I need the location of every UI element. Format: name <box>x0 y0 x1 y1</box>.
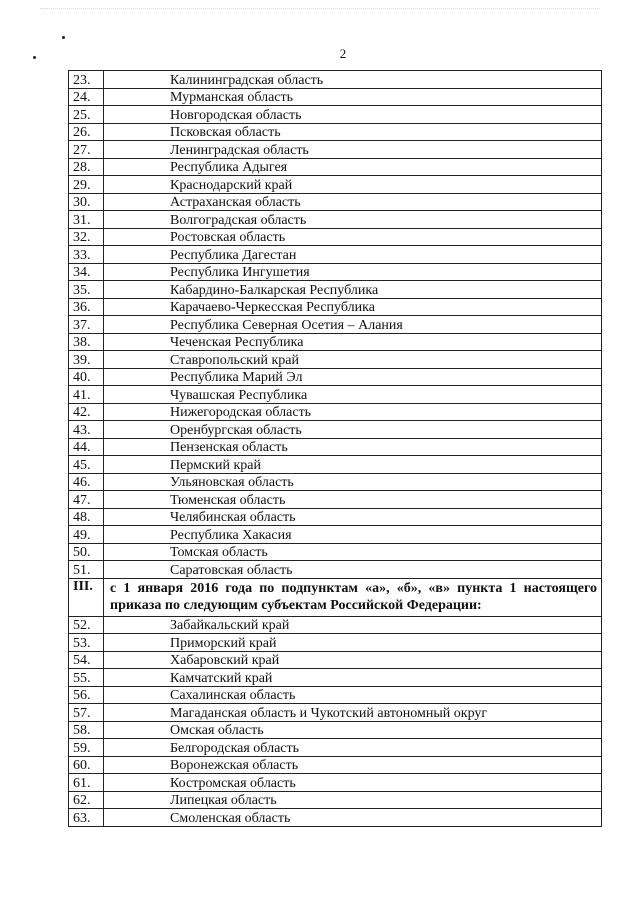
table-row <box>69 508 602 526</box>
table-row <box>69 739 602 757</box>
table-row <box>69 526 602 544</box>
regions-list-before <box>69 71 602 579</box>
region-name: Волгоградская область <box>104 211 602 229</box>
table-row <box>69 456 602 474</box>
row-number: 30. <box>69 193 104 211</box>
region-name: Республика Хакасия <box>104 526 602 544</box>
region-name: Ставропольский край <box>104 351 602 369</box>
table-row <box>69 123 602 141</box>
row-number: 56. <box>69 686 104 704</box>
region-name: Республика Дагестан <box>104 246 602 264</box>
scan-header-noise <box>40 8 600 15</box>
region-name: Чеченская Республика <box>104 333 602 351</box>
row-number: 48. <box>69 508 104 526</box>
row-number: 31. <box>69 211 104 229</box>
region-name: Пермский край <box>104 456 602 474</box>
region-name: Ульяновская область <box>104 473 602 491</box>
row-number: 34. <box>69 263 104 281</box>
table-row <box>69 421 602 439</box>
region-name: Камчатский край <box>104 669 602 687</box>
group-section <box>69 578 602 616</box>
row-number: 49. <box>69 526 104 544</box>
row-number: 58. <box>69 721 104 739</box>
page-number: 2 <box>339 46 347 61</box>
table-row <box>69 403 602 421</box>
table-row <box>69 368 602 386</box>
table-row <box>69 71 602 89</box>
row-number: 51. <box>69 561 104 579</box>
row-number: 46. <box>69 473 104 491</box>
region-name: Смоленская область <box>104 809 602 827</box>
row-number: 37. <box>69 316 104 334</box>
row-number: 45. <box>69 456 104 474</box>
region-name: Калининградская область <box>104 71 602 89</box>
row-number: 59. <box>69 739 104 757</box>
region-name: Кабардино-Балкарская Республика <box>104 281 602 299</box>
row-number: 53. <box>69 634 104 652</box>
region-name: Новгородская область <box>104 106 602 124</box>
region-name: Республика Адыгея <box>104 158 602 176</box>
row-number: 23. <box>69 71 104 89</box>
region-name: Тюменская область <box>104 491 602 509</box>
row-number: 57. <box>69 704 104 722</box>
table-row <box>69 721 602 739</box>
table-row <box>69 298 602 316</box>
row-number: 26. <box>69 123 104 141</box>
table-row <box>69 774 602 792</box>
group-text: с 1 января 2016 года по подпунктам «а», «б», «в» пункта 1 настоящего приказа по следующим субъектам Российской Федерации: <box>104 578 602 616</box>
row-number: 52. <box>69 616 104 634</box>
row-number: 27. <box>69 141 104 159</box>
row-number: 62. <box>69 791 104 809</box>
table-row <box>69 438 602 456</box>
row-number: 24. <box>69 88 104 106</box>
region-name: Приморский край <box>104 634 602 652</box>
region-name: Омская область <box>104 721 602 739</box>
row-number: 42. <box>69 403 104 421</box>
group-number: III. <box>69 578 104 616</box>
table-row <box>69 316 602 334</box>
table-row <box>69 263 602 281</box>
region-name: Мурманская область <box>104 88 602 106</box>
region-name: Пензенская область <box>104 438 602 456</box>
region-name: Ростовская область <box>104 228 602 246</box>
row-number: 32. <box>69 228 104 246</box>
table-row <box>69 246 602 264</box>
table-row <box>69 141 602 159</box>
table-row <box>69 193 602 211</box>
region-name: Воронежская область <box>104 756 602 774</box>
table-row <box>69 473 602 491</box>
table-row <box>69 543 602 561</box>
scan-speck <box>62 36 65 39</box>
row-number: 33. <box>69 246 104 264</box>
row-number: 60. <box>69 756 104 774</box>
region-name: Республика Марий Эл <box>104 368 602 386</box>
row-number: 29. <box>69 176 104 194</box>
table-row <box>69 351 602 369</box>
table-row <box>69 616 602 634</box>
table-row <box>69 791 602 809</box>
row-number: 54. <box>69 651 104 669</box>
table-row <box>69 106 602 124</box>
region-name: Хабаровский край <box>104 651 602 669</box>
region-name: Нижегородская область <box>104 403 602 421</box>
row-number: 25. <box>69 106 104 124</box>
region-name: Республика Ингушетия <box>104 263 602 281</box>
region-name: Астраханская область <box>104 193 602 211</box>
region-name: Ленинградская область <box>104 141 602 159</box>
region-name: Карачаево-Черкесская Республика <box>104 298 602 316</box>
region-name: Республика Северная Осетия – Алания <box>104 316 602 334</box>
row-number: 35. <box>69 281 104 299</box>
table-row <box>69 634 602 652</box>
region-name: Липецкая область <box>104 791 602 809</box>
row-number: 36. <box>69 298 104 316</box>
table-row <box>69 211 602 229</box>
region-name: Саратовская область <box>104 561 602 579</box>
row-number: 43. <box>69 421 104 439</box>
table-row <box>69 88 602 106</box>
table-row <box>69 228 602 246</box>
row-number: 28. <box>69 158 104 176</box>
region-name: Оренбургская область <box>104 421 602 439</box>
row-number: 50. <box>69 543 104 561</box>
region-name: Сахалинская область <box>104 686 602 704</box>
table-row <box>69 669 602 687</box>
row-number: 47. <box>69 491 104 509</box>
table-row <box>69 704 602 722</box>
table-row <box>69 491 602 509</box>
region-name: Краснодарский край <box>104 176 602 194</box>
row-number: 40. <box>69 368 104 386</box>
table-row <box>69 386 602 404</box>
table-row <box>69 561 602 579</box>
table-row <box>69 281 602 299</box>
table-row <box>69 809 602 827</box>
region-name: Томская область <box>104 543 602 561</box>
row-number: 63. <box>69 809 104 827</box>
table-row <box>69 176 602 194</box>
region-name: Псковская область <box>104 123 602 141</box>
regions-list-after <box>69 616 602 826</box>
row-number: 61. <box>69 774 104 792</box>
row-number: 44. <box>69 438 104 456</box>
region-name: Костромская область <box>104 774 602 792</box>
table-row <box>69 651 602 669</box>
regions-table <box>68 70 602 827</box>
row-number: 55. <box>69 669 104 687</box>
table-row <box>69 756 602 774</box>
region-name: Челябинская область <box>104 508 602 526</box>
row-number: 38. <box>69 333 104 351</box>
table-row <box>69 333 602 351</box>
region-name: Магаданская область и Чукотский автономный округ <box>104 704 602 722</box>
region-name: Белгородская область <box>104 739 602 757</box>
row-number: 41. <box>69 386 104 404</box>
group-header-row <box>69 578 602 616</box>
table-row <box>69 686 602 704</box>
row-number: 39. <box>69 351 104 369</box>
table-row <box>69 158 602 176</box>
region-name: Забайкальский край <box>104 616 602 634</box>
region-name: Чувашская Республика <box>104 386 602 404</box>
